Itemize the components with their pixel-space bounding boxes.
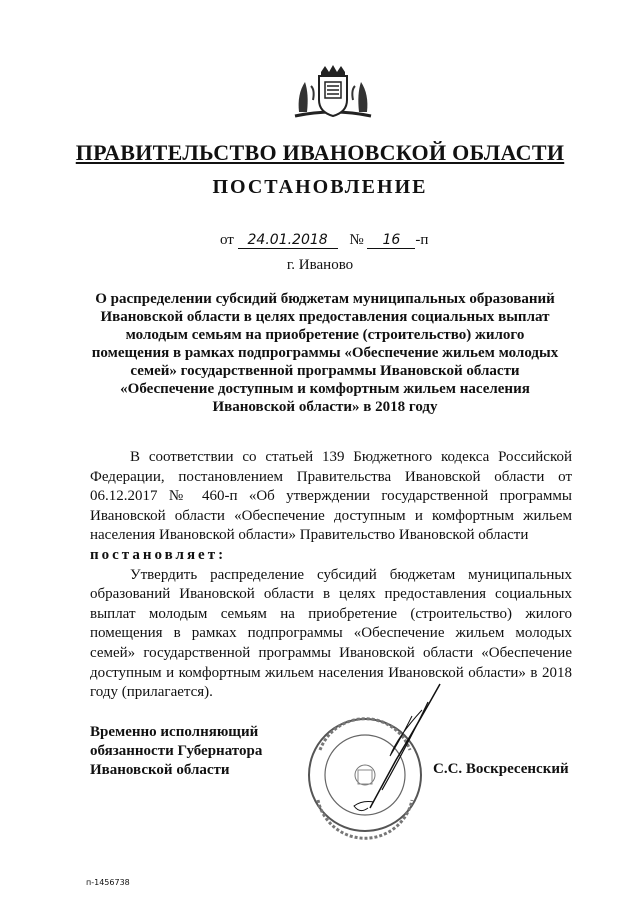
title-line: Ивановской области» в 2018 году: [212, 399, 438, 415]
organization-name: ПРАВИТЕЛЬСТВО ИВАНОВСКОЙ ОБЛАСТИ: [75, 140, 565, 165]
document-title: [90, 290, 560, 416]
title-line: «Обеспечение доступным и комфортным жильем населения: [120, 381, 530, 397]
date-number-line: [220, 232, 428, 249]
document-code: п-1456738: [86, 878, 130, 887]
position-line: Ивановской области: [90, 762, 230, 778]
document-date: 24.01.2018: [238, 232, 338, 249]
title-line: Ивановской области в целях предоставления социальных выплат: [100, 309, 550, 325]
number-suffix: -п: [415, 232, 429, 248]
resolves-paragraph: [90, 546, 572, 566]
number-label: №: [349, 232, 364, 248]
document-type: ПОСТАНОВЛЕНИЕ: [212, 176, 428, 198]
position-line: обязанности Губернатора: [90, 743, 263, 759]
official-stamp-and-signature: [300, 680, 450, 840]
title-line: О распределении субсидий бюджетам муниципальных образований: [95, 291, 555, 307]
title-line: молодым семьям на приобретение (строительство) жилого: [125, 327, 525, 343]
date-prefix: от: [220, 232, 234, 248]
resolves-keyword: постановляет:: [90, 546, 227, 563]
signatory-name: С.С. Воскресенский: [433, 761, 569, 777]
preamble-text: В соответствии со статьей 139 Бюджетного кодекса Российской Федерации, постановлением Правительства Ивановской области от 06.12.2017 № 460-п «Об утверждении государственной программы Ивановской области «Обеспечение доступным и комфортным жильем населения Ивановской области» Правительство Ивановской области: [90, 449, 572, 544]
operative-paragraph: Утвердить распределение субсидий бюджетам муниципальных образований Ивановской области в целях предоставления социальных выплат молодым семьям на приобретение (строительство) жилого помещения в рамках подпрограммы «Обеспечение жильем молодых семей» государственной программы Ивановской области «Обеспечение доступным и комфортным жильем населения Ивановской области» в 2018 году (прилагается).: [90, 566, 572, 701]
title-line: семей» государственной программы Ивановской области: [130, 363, 520, 379]
position-line: Временно исполняющий: [90, 724, 259, 740]
signatory-position: [90, 723, 262, 780]
document-number: 16: [367, 232, 415, 249]
city: г. Иваново: [286, 257, 354, 273]
preamble-paragraph: [90, 448, 572, 546]
coat-of-arms-emblem: [293, 64, 373, 120]
document-body: [90, 448, 572, 703]
title-line: помещения в рамках подпрограммы «Обеспечение жильем молодых: [91, 345, 559, 361]
